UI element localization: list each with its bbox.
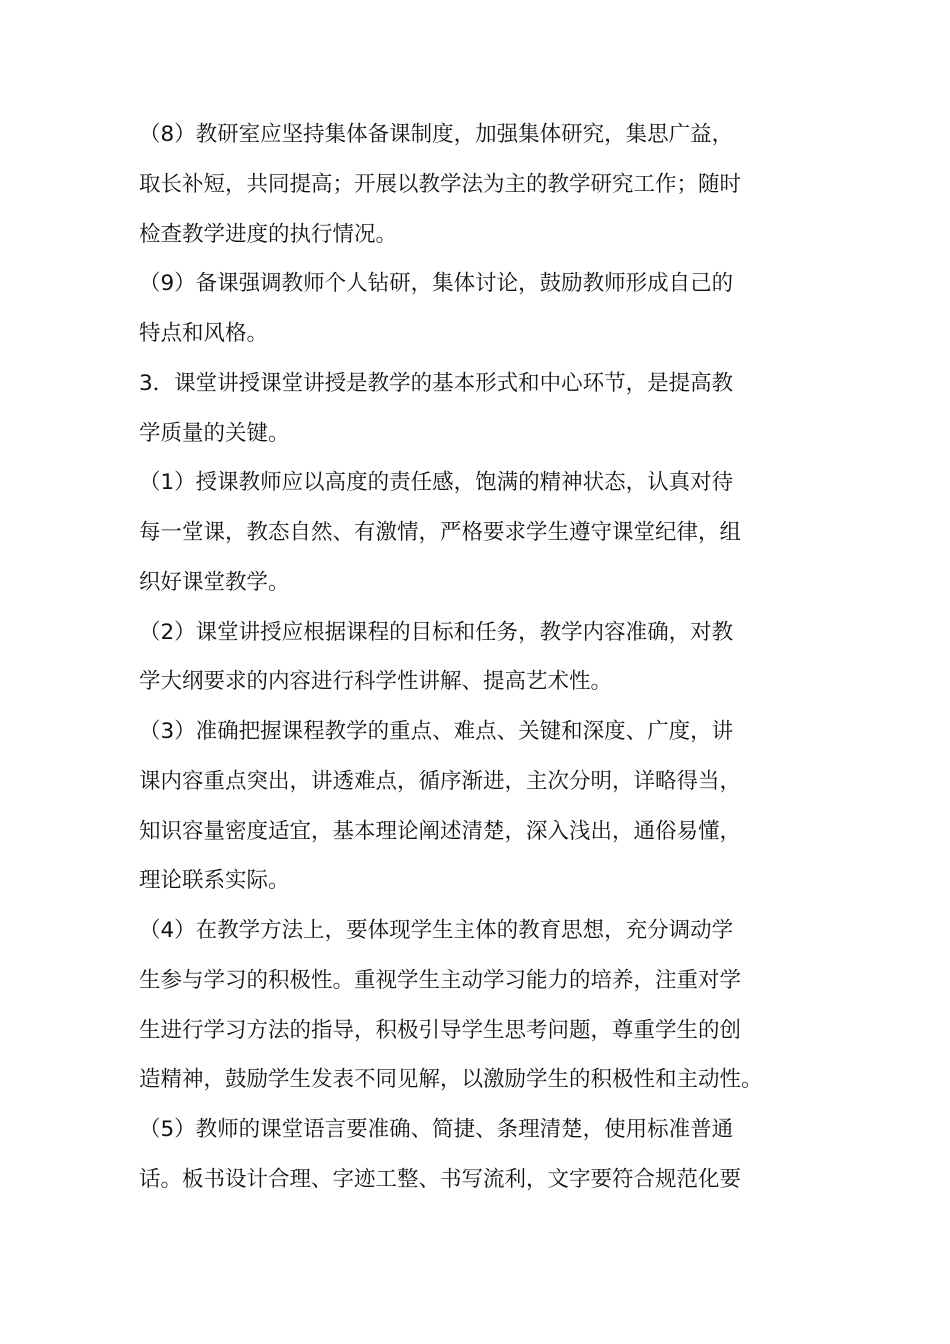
text-line: （4）在教学方法上，要体现学生主体的教育思想，充分调动学 (139, 918, 734, 943)
text-line: 特点和风格。 (139, 321, 269, 346)
text-line: （5）教师的课堂语言要准确、简捷、条理清楚，使用标准普通 (139, 1117, 734, 1142)
text-line: （8）教研室应坚持集体备课制度，加强集体研究，集思广益， (139, 122, 734, 147)
text-line: （2）课堂讲授应根据课程的目标和任务，教学内容准确，对教 (139, 620, 734, 645)
text-line: （9）备课强调教师个人钻研，集体讨论，鼓励教师形成自己的 (139, 271, 734, 296)
text-line: 理论联系实际。 (139, 868, 290, 893)
text-line: 学大纲要求的内容进行科学性讲解、提高艺术性。 (139, 669, 613, 694)
text-line: 知识容量密度适宜，基本理论阐述清楚，深入浅出，通俗易懂， (139, 819, 742, 844)
text-line: 检查教学进度的执行情况。 (139, 222, 398, 247)
text-line: 生进行学习方法的指导，积极引导学生思考问题，尊重学生的创 (139, 1018, 742, 1043)
text-line: 学质量的关键。 (139, 421, 290, 446)
text-line: 生参与学习的积极性。重视学生主动学习能力的培养，注重对学 (139, 968, 742, 993)
text-line: （1）授课教师应以高度的责任感，饱满的精神状态，认真对待 (139, 470, 734, 495)
text-line: 造精神，鼓励学生发表不同见解，以激励学生的积极性和主动性。 (139, 1067, 763, 1092)
text-line: 织好课堂教学。 (139, 570, 290, 595)
text-line: 每一堂课，教态自然、有激情，严格要求学生遵守课堂纪律，组 (139, 520, 742, 545)
text-line: （3）准确把握课程教学的重点、难点、关键和深度、广度，讲 (139, 719, 734, 744)
text-line: 话。板书设计合理、字迹工整、书写流利，文字要符合规范化要 (139, 1167, 742, 1192)
text-line: 课内容重点突出，讲透难点，循序渐进，主次分明，详略得当， (139, 769, 742, 794)
text-line: 3．课堂讲授课堂讲授是教学的基本形式和中心环节，是提高教 (139, 371, 734, 396)
text-line: 取长补短，共同提高；开展以教学法为主的教学研究工作；随时 (139, 172, 742, 197)
